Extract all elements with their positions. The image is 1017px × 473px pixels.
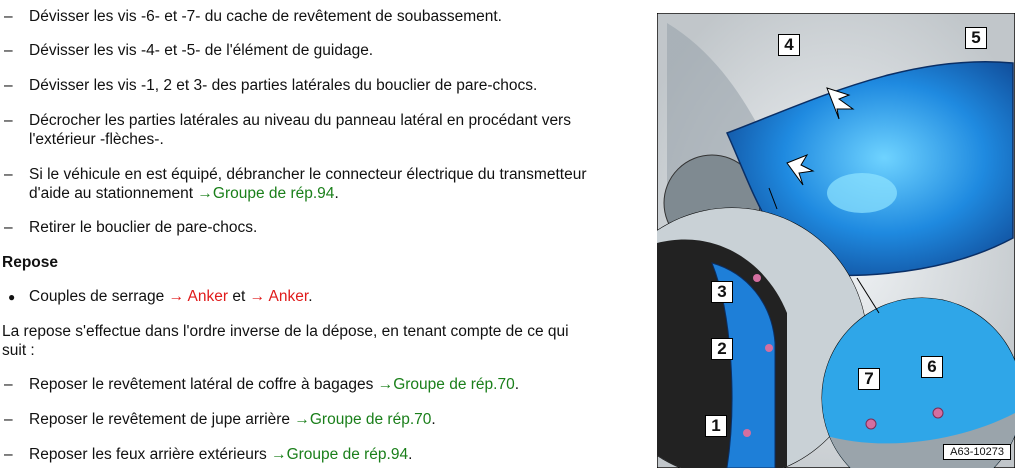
dash: – [4, 42, 13, 59]
repair-group-link[interactable]: →Groupe de rép.70 [294, 411, 432, 428]
callout-4: 4 [778, 34, 800, 56]
screw-3 [753, 274, 761, 282]
punctuation: . [408, 446, 413, 463]
repose-intro-line2: suit : [2, 342, 35, 359]
repose-heading: Repose [2, 254, 58, 271]
screw-7 [866, 419, 876, 429]
figure-id-label: A63-10273 [943, 444, 1011, 460]
punctuation: . [514, 376, 520, 393]
connector-word: et [228, 288, 250, 305]
screw-6 [933, 408, 943, 418]
step-label: Reposer le revêtement latéral de coffre à bagages [29, 376, 378, 393]
callout-6: 6 [921, 356, 943, 378]
step-text [29, 444, 412, 466]
bumper-illustration [657, 13, 1015, 468]
step-text: d'aide au stationnement [29, 185, 198, 202]
step-text-line1: Si le véhicule en est équipé, débrancher le connecteur électrique du transmetteur [29, 166, 587, 183]
step-text: Dévisser les vis -4- et -5- de l'élément de guidage. [29, 42, 374, 59]
step-label: Reposer les feux arrière extérieurs [29, 446, 272, 463]
callout-5: 5 [965, 27, 987, 49]
callout-3: 3 [711, 281, 733, 303]
bullet: ● [8, 290, 16, 304]
bumper-highlight [827, 173, 897, 213]
torque-label: Couples de serrage [29, 288, 169, 305]
dash: – [4, 411, 13, 428]
screw-1 [743, 429, 751, 437]
step-text: Dévisser les vis -6- et -7- du cache de revêtement de soubassement. [29, 8, 502, 25]
callout-2: 2 [711, 338, 733, 360]
callout-1: 1 [705, 415, 727, 437]
screw-2 [765, 344, 773, 352]
step-text [29, 409, 436, 431]
repair-group-link[interactable]: →Groupe de rép.70 [377, 376, 515, 393]
step-text-line1: Décrocher les parties latérales au niveau du panneau latéral en procédant vers [29, 112, 571, 129]
step-text-line2: l'extérieur -flèches-. [29, 131, 164, 148]
repair-group-link[interactable]: →Groupe de rép.94 [197, 185, 335, 202]
punctuation: . [334, 185, 339, 202]
step-label: Reposer le revêtement de jupe arrière [29, 411, 295, 428]
punctuation: . [308, 288, 313, 305]
step-text: Dévisser les vis -1, 2 et 3- des parties latérales du bouclier de pare-chocs. [29, 77, 538, 94]
dash: – [4, 8, 13, 25]
dash: – [4, 166, 13, 183]
step-text: Retirer le bouclier de pare-chocs. [29, 219, 258, 236]
punctuation: . [431, 411, 436, 428]
torque-text [29, 286, 313, 308]
repose-intro-line1: La repose s'effectue dans l'ordre inverse de la dépose, en tenant compte de ce qui [2, 323, 569, 340]
dash: – [4, 219, 13, 236]
dash: – [4, 77, 13, 94]
dash: – [4, 446, 13, 463]
repair-group-link[interactable]: →Groupe de rép.94 [271, 446, 409, 463]
step-text [29, 374, 519, 396]
dash: – [4, 376, 13, 393]
callout-7: 7 [858, 368, 880, 390]
anker-link-1[interactable]: → Anker [168, 288, 229, 305]
step-text-line2 [29, 183, 339, 205]
bumper-removal-figure [657, 13, 1015, 468]
anker-link-2[interactable]: → Anker [249, 288, 309, 305]
dash: – [4, 112, 13, 129]
